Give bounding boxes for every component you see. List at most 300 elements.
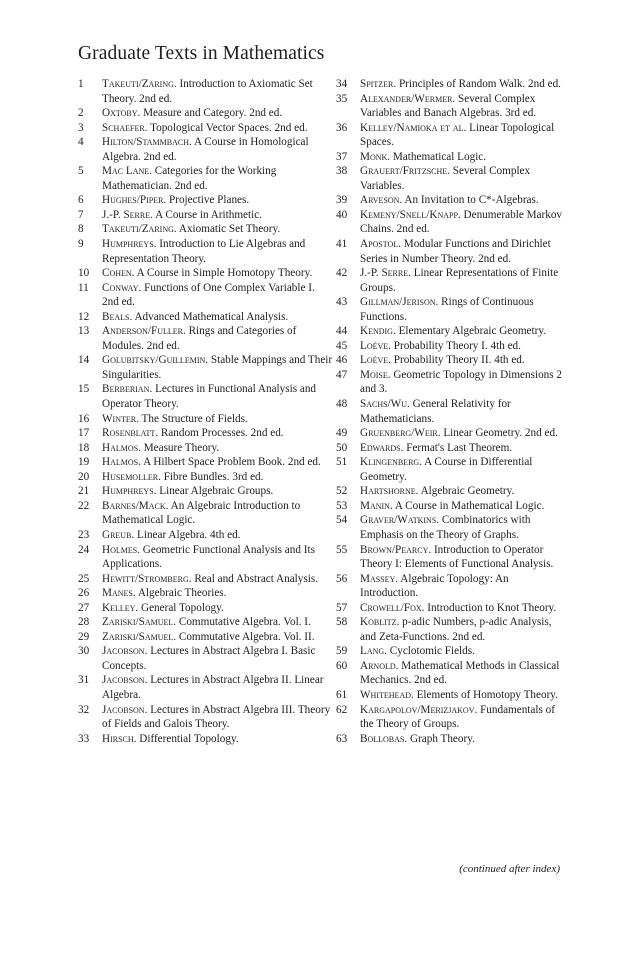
- entry-title: Mathematical Logic.: [390, 150, 487, 163]
- entry-number: 48: [336, 398, 348, 411]
- entry-author: Hughes/Piper.: [102, 194, 167, 207]
- entry-author: Halmos.: [102, 441, 141, 454]
- series-entry: [336, 397, 568, 426]
- entry-title: Commutative Algebra. Vol. I.: [176, 616, 311, 629]
- entry-title: General Topology.: [138, 601, 224, 614]
- entry-number: 14: [78, 354, 90, 367]
- entry-author: Gillman/Jerison.: [360, 296, 439, 309]
- entry-text: [102, 703, 333, 732]
- entry-author: Schaefer.: [102, 121, 148, 134]
- entry-author: Apostol.: [360, 238, 401, 251]
- entry-text: [360, 543, 568, 572]
- entry-number: 1: [78, 78, 84, 90]
- series-entry: [78, 135, 333, 164]
- series-entry: [78, 455, 333, 470]
- page-title: Graduate Texts in Mathematics: [78, 43, 325, 64]
- entry-title: Principles of Random Walk. 2nd ed.: [396, 78, 561, 90]
- entry-text: [102, 615, 333, 630]
- entry-number: 16: [78, 412, 90, 425]
- entry-number: 36: [336, 121, 348, 134]
- entry-number: 18: [78, 441, 90, 454]
- series-entry: [336, 295, 568, 324]
- entry-author: J.-P. Serre.: [102, 208, 153, 221]
- entry-number: 24: [78, 543, 90, 556]
- entry-text: [360, 193, 568, 208]
- entry-text: [102, 455, 333, 470]
- entry-title: Introduction to Axiomatic Set Theory. 2nd ed.: [102, 78, 313, 105]
- entry-text: [102, 543, 333, 572]
- entry-text: [360, 703, 568, 732]
- entry-number: 52: [336, 485, 348, 498]
- series-entry: [78, 703, 333, 732]
- entry-author: Hirsch.: [102, 732, 137, 745]
- entry-title: Linear Algebraic Groups.: [156, 485, 274, 498]
- entry-text: [360, 266, 568, 295]
- entry-author: Bollobas.: [360, 732, 408, 745]
- entry-text: [102, 121, 333, 136]
- entry-author: Sachs/Wu.: [360, 398, 410, 411]
- entry-author: Moise.: [360, 368, 391, 381]
- entry-title: Modular Functions and Dirichlet Series in Number Theory. 2nd ed.: [360, 238, 551, 265]
- series-entry: [336, 484, 568, 499]
- entry-title: A Course in Homological Algebra. 2nd ed.: [102, 136, 309, 163]
- entry-number: 42: [336, 267, 348, 280]
- entry-title: Fibre Bundles. 3rd ed.: [160, 470, 264, 483]
- entry-title: Linear Geometry. 2nd ed.: [440, 427, 558, 440]
- series-entry: [336, 92, 568, 121]
- entry-text: [360, 339, 568, 354]
- entry-text: [102, 499, 333, 528]
- series-entry: [78, 412, 333, 427]
- right-column: [336, 77, 568, 746]
- entry-number: 45: [336, 339, 348, 352]
- entry-number: 13: [78, 325, 90, 338]
- entry-author: Kargapolov/Merizjakov.: [360, 703, 478, 716]
- entry-title: Real and Abstract Analysis.: [191, 572, 318, 585]
- series-entry: [336, 77, 568, 92]
- series-entry: [78, 164, 333, 193]
- entry-author: Winter.: [102, 412, 139, 425]
- entry-title: A Course in Simple Homotopy Theory.: [134, 267, 313, 280]
- entry-text: [360, 164, 568, 193]
- entry-text: [102, 673, 333, 702]
- entry-author: Zariski/Samuel.: [102, 616, 177, 629]
- entry-title: Elementary Algebraic Geometry.: [395, 325, 547, 338]
- series-entry: [78, 630, 333, 645]
- series-entry: [336, 193, 568, 208]
- entry-number: 10: [78, 267, 90, 280]
- series-entry: [336, 150, 568, 165]
- entry-author: Koblitz.: [360, 616, 400, 629]
- entry-text: [102, 630, 333, 645]
- entry-number: 6: [78, 194, 84, 207]
- entry-title: Advanced Mathematical Analysis.: [132, 310, 289, 323]
- series-entry: [78, 193, 333, 208]
- series-entry: [78, 106, 333, 121]
- entry-text: [360, 368, 568, 397]
- entry-title: Combinatorics with Emphasis on the Theory of Graphs.: [360, 514, 531, 541]
- entry-text: [360, 455, 568, 484]
- entry-author: Barnes/Mack.: [102, 499, 169, 512]
- entry-text: [102, 106, 333, 121]
- entry-author: Klingenberg.: [360, 456, 422, 469]
- series-entry: [78, 484, 333, 499]
- series-entry: [78, 324, 333, 353]
- series-entry: [336, 572, 568, 601]
- entry-text: [360, 484, 568, 499]
- entry-title: Introduction to Knot Theory.: [424, 601, 557, 614]
- entry-number: 44: [336, 325, 348, 338]
- entry-number: 9: [78, 238, 84, 251]
- entry-author: Loève.: [360, 339, 391, 352]
- entry-text: [102, 601, 333, 616]
- entry-author: Lang.: [360, 645, 387, 658]
- entry-number: 3: [78, 121, 84, 134]
- entry-text: [360, 572, 568, 601]
- entry-title: A Hilbert Space Problem Book. 2nd ed.: [140, 456, 321, 469]
- series-entry: [336, 644, 568, 659]
- entry-number: 15: [78, 383, 90, 396]
- entry-title: Categories for the Working Mathematician. 2nd ed.: [102, 165, 277, 192]
- entry-author: Mac Lane.: [102, 165, 152, 178]
- entry-author: Kelley/Namioka et al.: [360, 121, 467, 134]
- series-entry: [336, 732, 568, 747]
- entry-number: 23: [78, 528, 90, 541]
- series-entry: [78, 281, 333, 310]
- series-entry: [336, 164, 568, 193]
- entry-title: The Structure of Fields.: [138, 412, 248, 425]
- entry-number: 31: [78, 674, 90, 687]
- entry-title: Rings of Continuous Functions.: [360, 296, 534, 323]
- entry-author: Halmos.: [102, 456, 141, 469]
- series-entry: [336, 121, 568, 150]
- entry-author: Whitehead.: [360, 688, 414, 701]
- entry-text: [102, 528, 333, 543]
- entry-text: [102, 208, 333, 223]
- entry-title: An Algebraic Introduction to Mathematical Logic.: [102, 499, 301, 527]
- entry-title: Mathematical Methods in Classical Mechanics. 2nd ed.: [360, 659, 560, 687]
- entry-number: 7: [78, 208, 84, 221]
- series-entry: [78, 499, 333, 528]
- entry-number: 60: [336, 659, 348, 672]
- entry-title: Algebraic Geometry.: [418, 485, 515, 498]
- series-entry: [78, 673, 333, 702]
- continued-note: (continued after index): [459, 863, 560, 875]
- entry-text: [360, 688, 568, 703]
- entry-author: Crowell/Fox.: [360, 601, 425, 614]
- series-entry: [78, 310, 333, 325]
- entry-number: 4: [78, 136, 84, 149]
- entry-number: 25: [78, 572, 90, 585]
- entry-title: Probability Theory I. 4th ed.: [390, 339, 521, 352]
- entry-text: [102, 441, 333, 456]
- entry-author: Husemoller.: [102, 470, 161, 483]
- entry-text: [360, 324, 568, 339]
- entry-text: [102, 281, 333, 310]
- entry-author: Arveson.: [360, 194, 403, 207]
- entry-text: [102, 324, 333, 353]
- entry-text: [102, 586, 333, 601]
- entry-title: Lectures in Abstract Algebra III. Theory of Fields and Galois Theory.: [102, 703, 331, 731]
- entry-number: 56: [336, 572, 348, 585]
- entry-title: General Relativity for Mathematicians.: [360, 398, 511, 425]
- entry-number: 28: [78, 616, 90, 629]
- entry-text: [360, 353, 568, 368]
- entry-title: Introduction to Lie Algebras and Representation Theory.: [102, 238, 306, 265]
- entry-number: 33: [78, 732, 90, 745]
- entry-number: 22: [78, 499, 90, 512]
- series-entry: [336, 237, 568, 266]
- entry-text: [102, 266, 333, 281]
- entry-number: 51: [336, 456, 348, 469]
- series-entry: [336, 368, 568, 397]
- entry-text: [360, 150, 568, 165]
- entry-number: 2: [78, 107, 84, 120]
- series-entry: [78, 586, 333, 601]
- entry-title: An Invitation to C*-Algebras.: [402, 194, 539, 207]
- series-entry: [78, 353, 333, 382]
- entry-author: Massey.: [360, 572, 399, 585]
- series-entry: [336, 455, 568, 484]
- entry-text: [102, 412, 333, 427]
- entry-text: [360, 644, 568, 659]
- entry-number: 30: [78, 645, 90, 658]
- series-entry: [78, 572, 333, 587]
- entry-author: Oxtoby.: [102, 107, 141, 120]
- entry-author: Holmes.: [102, 543, 140, 556]
- entry-author: Arnold.: [360, 659, 399, 672]
- entry-number: 39: [336, 194, 348, 207]
- series-entry: [78, 237, 333, 266]
- entry-number: 55: [336, 543, 348, 556]
- series-entry: [78, 543, 333, 572]
- entry-number: 59: [336, 645, 348, 658]
- entry-author: Brown/Pearcy.: [360, 543, 432, 556]
- entry-text: [360, 659, 568, 688]
- entry-number: 29: [78, 630, 90, 643]
- entry-text: [360, 513, 568, 542]
- entry-author: Humphreys.: [102, 238, 157, 251]
- entry-author: Manin.: [360, 499, 393, 512]
- entry-title: Cyclotomic Fields.: [386, 645, 475, 658]
- entry-text: [102, 353, 333, 382]
- entry-author: Golubitsky/Guillemin.: [102, 354, 209, 367]
- entry-number: 27: [78, 601, 90, 614]
- entry-title: Denumerable Markov Chains. 2nd ed.: [360, 208, 563, 236]
- entry-author: Jacobson.: [102, 645, 148, 658]
- entry-author: Greub.: [102, 528, 135, 541]
- entry-author: Edwards.: [360, 441, 404, 454]
- entry-author: Gruenberg/Weir.: [360, 427, 441, 440]
- entry-title: Geometric Functional Analysis and Its Applications.: [102, 543, 315, 571]
- entry-text: [102, 644, 333, 673]
- entry-number: 5: [78, 165, 84, 178]
- entry-author: Cohen.: [102, 267, 135, 280]
- entry-author: Kendig.: [360, 325, 396, 338]
- entry-author: Manes.: [102, 587, 136, 600]
- entry-author: Takeuti/Zaring.: [102, 78, 177, 90]
- entry-author: Graver/Watkins.: [360, 514, 440, 527]
- series-entry: [336, 659, 568, 688]
- series-entry: [336, 703, 568, 732]
- entry-title: Linear Algebra. 4th ed.: [134, 528, 241, 541]
- series-entry: [336, 615, 568, 644]
- entry-text: [102, 470, 333, 485]
- series-entry: [336, 688, 568, 703]
- entry-number: 8: [78, 223, 84, 236]
- entry-author: Spitzer.: [360, 78, 397, 90]
- entry-title: Introduction to Operator Theory I: Elements of Functional Analysis.: [360, 543, 554, 571]
- entry-text: [360, 77, 568, 92]
- entry-number: 62: [336, 703, 348, 716]
- entry-text: [102, 222, 333, 237]
- entry-number: 20: [78, 470, 90, 483]
- entry-title: Linear Topological Spaces.: [360, 121, 555, 149]
- entry-title: Lectures in Abstract Algebra II. Linear Algebra.: [102, 674, 324, 701]
- entry-number: 50: [336, 441, 348, 454]
- entry-text: [360, 208, 568, 237]
- entry-number: 35: [336, 92, 348, 105]
- entry-author: Jacobson.: [102, 703, 148, 716]
- entry-text: [360, 601, 568, 616]
- entry-number: 63: [336, 732, 348, 745]
- entry-text: [360, 426, 568, 441]
- series-entry: [78, 615, 333, 630]
- entry-title: Stable Mappings and Their Singularities.: [102, 354, 333, 381]
- entry-text: [102, 310, 333, 325]
- entry-title: Measure Theory.: [140, 441, 220, 454]
- series-entry: [78, 426, 333, 441]
- series-entry: [78, 382, 333, 411]
- entry-text: [102, 77, 333, 106]
- entry-author: Takeuti/Zaring.: [102, 223, 177, 236]
- entry-title: Fundamentals of the Theory of Groups.: [360, 703, 555, 731]
- entry-text: [360, 92, 568, 121]
- entry-number: 11: [78, 281, 89, 294]
- entry-number: 37: [336, 150, 348, 163]
- entry-text: [102, 426, 333, 441]
- entry-text: [360, 441, 568, 456]
- entry-author: Hartshorne.: [360, 485, 419, 498]
- series-entry: [336, 266, 568, 295]
- series-entry: [336, 499, 568, 514]
- series-entry: [336, 339, 568, 354]
- entry-text: [360, 121, 568, 150]
- entry-number: 34: [336, 78, 348, 90]
- entry-title: Topological Vector Spaces. 2nd ed.: [147, 121, 308, 134]
- series-entry: [78, 732, 333, 747]
- series-entry: [336, 208, 568, 237]
- entry-text: [360, 397, 568, 426]
- entry-title: Lectures in Functional Analysis and Operator Theory.: [102, 383, 317, 411]
- series-entry: [78, 441, 333, 456]
- entry-title: Algebraic Theories.: [135, 587, 227, 600]
- entry-number: 32: [78, 703, 90, 716]
- entry-author: J.-P. Serre.: [360, 267, 411, 280]
- entry-text: [102, 732, 333, 747]
- entry-title: Commutative Algebra. Vol. II.: [176, 630, 315, 643]
- entry-author: Anderson/Fuller.: [102, 325, 186, 338]
- series-entry: [78, 601, 333, 616]
- entry-title: Differential Topology.: [136, 732, 239, 745]
- series-entry: [336, 601, 568, 616]
- entry-text: [360, 615, 568, 644]
- entry-number: 53: [336, 499, 348, 512]
- series-entry: [336, 324, 568, 339]
- entry-number: 58: [336, 616, 348, 629]
- entry-title: Several Complex Variables.: [360, 165, 531, 192]
- entry-text: [102, 382, 333, 411]
- entry-number: 49: [336, 427, 348, 440]
- entry-text: [102, 484, 333, 499]
- entry-number: 46: [336, 354, 348, 367]
- entry-title: A Course in Arithmetic.: [152, 208, 262, 221]
- entry-title: p-adic Numbers, p-adic Analysis, and Zeta-Functions. 2nd ed.: [360, 616, 552, 643]
- entry-title: Axiomatic Set Theory.: [176, 223, 281, 236]
- series-entry: [336, 353, 568, 368]
- series-entry: [336, 426, 568, 441]
- series-entry: [78, 528, 333, 543]
- entry-number: 21: [78, 485, 90, 498]
- series-entry: [336, 513, 568, 542]
- entry-author: Hewitt/Stromberg.: [102, 572, 192, 585]
- entry-title: Linear Representations of Finite Groups.: [360, 267, 559, 294]
- entry-number: 61: [336, 688, 348, 701]
- entry-author: Conway.: [102, 281, 142, 294]
- entry-author: Grauert/Fritzsche.: [360, 165, 450, 178]
- entry-title: Several Complex Variables and Banach Algebras. 3rd ed.: [360, 92, 537, 120]
- entry-author: Jacobson.: [102, 674, 148, 687]
- entry-number: 41: [336, 238, 348, 251]
- entry-text: [102, 164, 333, 193]
- entry-title: Rings and Categories of Modules. 2nd ed.: [102, 325, 297, 352]
- entry-text: [360, 499, 568, 514]
- entry-title: Probability Theory II. 4th ed.: [390, 354, 525, 367]
- entry-number: 40: [336, 208, 348, 221]
- left-column: [78, 77, 333, 746]
- entry-number: 12: [78, 310, 90, 323]
- entry-title: Fermat's Last Theorem.: [403, 441, 513, 454]
- entry-title: Projective Planes.: [166, 194, 250, 207]
- entry-number: 38: [336, 165, 348, 178]
- series-entry: [336, 543, 568, 572]
- entry-number: 17: [78, 427, 90, 440]
- entry-author: Humphreys.: [102, 485, 157, 498]
- entry-number: 19: [78, 456, 90, 469]
- entry-text: [360, 732, 568, 747]
- entry-author: Monk.: [360, 150, 391, 163]
- entry-author: Rosenblatt.: [102, 427, 159, 440]
- entry-author: Hilton/Stammbach.: [102, 136, 192, 149]
- entry-author: Kemeny/Snell/Knapp.: [360, 208, 461, 221]
- entry-title: Elements of Homotopy Theory.: [413, 688, 558, 701]
- entry-title: Geometric Topology in Dimensions 2 and 3.: [360, 368, 562, 396]
- entry-title: Lectures in Abstract Algebra I. Basic Concepts.: [102, 645, 316, 672]
- series-entry: [78, 121, 333, 136]
- series-entry: [336, 441, 568, 456]
- entry-number: 54: [336, 514, 348, 527]
- entry-title: Graph Theory.: [407, 732, 475, 745]
- series-entry: [78, 222, 333, 237]
- entry-number: 26: [78, 587, 90, 600]
- entry-text: [102, 135, 333, 164]
- entry-text: [102, 237, 333, 266]
- entry-title: Measure and Category. 2nd ed.: [140, 107, 283, 120]
- entry-author: Kelley.: [102, 601, 139, 614]
- entry-number: 57: [336, 601, 348, 614]
- entry-text: [360, 237, 568, 266]
- series-entry: [78, 77, 333, 106]
